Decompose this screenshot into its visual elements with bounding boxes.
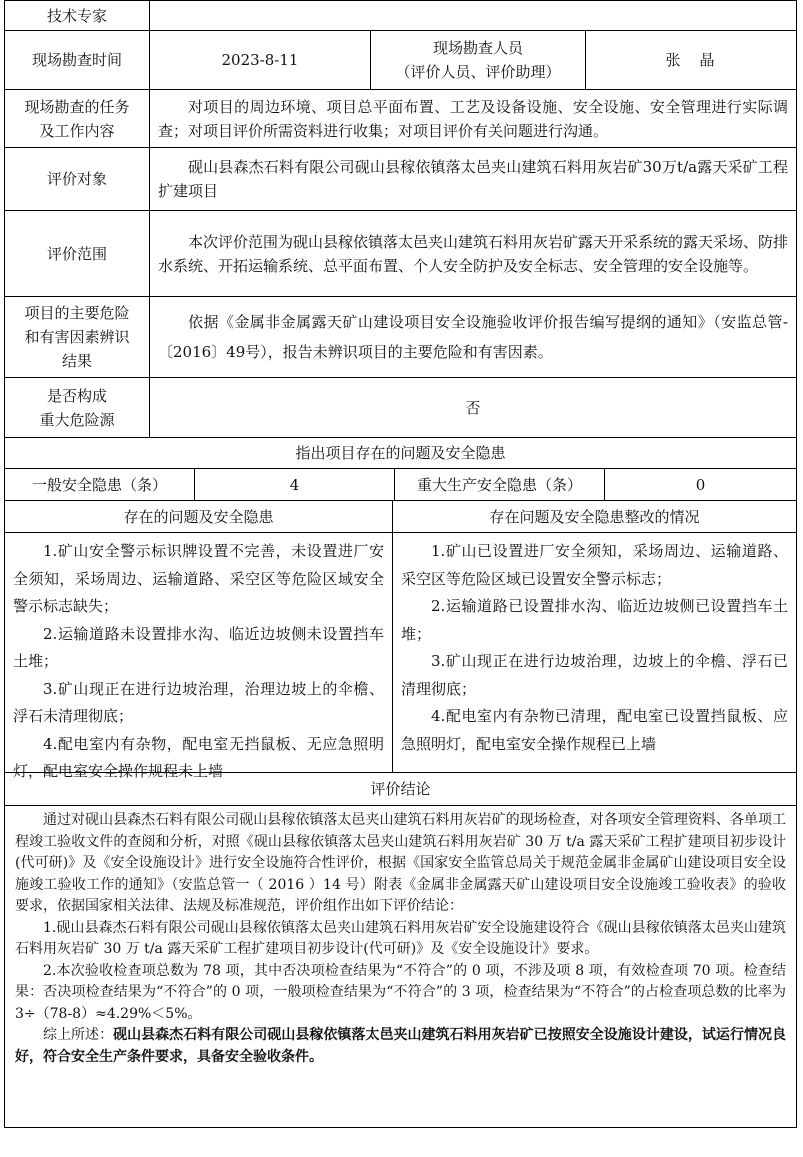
row-major-hazard <box>4 378 797 438</box>
conclusion-summary-prefix: 综上所述： <box>43 1027 114 1043</box>
row-expert <box>4 0 797 31</box>
conclusion-summary-statement: 砚山县森杰石料有限公司砚山县稼依镇落太邑夹山建筑石料用灰岩矿已按照安全设施设计建设，试运行情况良好，符合安全生产条件要求，具备安全验收条件。 <box>15 1027 787 1065</box>
issues-col-right: 存在问题及安全隐患整改的情况 <box>489 507 700 526</box>
survey-staff-label-line1: 现场勘查人员 <box>432 39 523 57</box>
object-label: 评价对象 <box>5 148 150 210</box>
row-issues-header <box>4 438 797 469</box>
issue-left-4: 4.配电室内有杂物，配电室无挡鼠板、无应急照明灯，配电室安全操作规程未上墙 <box>13 734 384 780</box>
task-value: 对项目的周边环境、项目总平面布置、工艺及设备设施、安全设施、安全管理进行实际调查；对项目评价所需资料进行收集；对项目评价有关问题进行沟通。 <box>158 97 788 140</box>
evaluation-form <box>4 0 799 1127</box>
task-label <box>5 90 150 147</box>
task-label-line2: 及工作内容 <box>39 121 115 140</box>
conclusion-paragraph-3: 2.本次验收检查项总数为 78 项，其中否决项检查结果为“不符合”的 0 项，不涉及项 8 项，有效检查项 70 项。检查结果：否决项检查结果为“不符合”的 0 项，一般项检查结果为“不符合”的 3 项，检查结果为“不符合”的占检查项总数的比率为 3÷（78-8）≈4.29%＜5%。 <box>15 962 786 1022</box>
survey-staff-value: 张 晶 <box>665 51 717 69</box>
row-survey <box>4 31 797 90</box>
survey-time-value: 2023-8-11 <box>150 31 371 89</box>
issue-left-2: 2.运输道路未设置排水沟、临近边坡侧未设置挡车土堆； <box>13 624 384 670</box>
major-label <box>5 378 150 437</box>
general-count-value: 4 <box>195 469 395 500</box>
conclusion-paragraph-4 <box>15 1025 786 1068</box>
issue-right-1: 1.矿山已设置进厂安全须知，采场周边、运输道路、采空区等危险区域已设置安全警示标志； <box>401 542 788 588</box>
issue-left-3: 3.矿山现正在进行边坡治理，治理边坡上的伞檐、浮石未清理彻底； <box>13 679 384 725</box>
row-object <box>4 148 797 211</box>
major-value: 否 <box>465 398 481 417</box>
row-issues-columns <box>4 501 797 533</box>
major-label-line2: 重大危险源 <box>39 410 115 429</box>
expert-value <box>150 1 796 30</box>
survey-staff-label-line2: （评价人员、评价助理） <box>395 63 561 81</box>
hazard-label-line3: 结果 <box>61 352 92 370</box>
general-count-label: 一般安全隐患（条） <box>5 469 195 500</box>
major-label-line1: 是否构成 <box>46 386 107 405</box>
scope-label: 评价范围 <box>5 211 150 296</box>
row-counts <box>4 469 797 501</box>
hazard-label-line1: 项目的主要危险 <box>24 304 130 322</box>
issue-left-1: 1.矿山安全警示标识牌设置不完善，未设置进厂安全须知，采场周边、运输道路、采空区等危险区域安全警示标志缺失； <box>13 542 384 615</box>
row-issues-content <box>4 533 797 780</box>
row-task <box>4 90 797 148</box>
task-label-line1: 现场勘查的任务 <box>24 97 130 116</box>
issues-col-left: 存在的问题及安全隐患 <box>5 501 393 532</box>
issue-right-3: 3.矿山现正在进行边坡治理，边坡上的伞檐、浮石已清理彻底； <box>401 652 788 698</box>
row-scope <box>4 211 797 297</box>
survey-time-label: 现场勘查时间 <box>5 31 150 89</box>
issues-right-list <box>393 533 796 772</box>
row-conclusion-body <box>4 806 797 1128</box>
object-value: 砚山县森杰石料有限公司砚山县稼依镇落太邑夹山建筑石料用灰岩矿30万t/a露天采矿工程扩建项目 <box>158 158 788 200</box>
survey-staff-label <box>371 31 586 89</box>
issue-right-4: 4.配电室内有杂物已清理，配电室已设置挡鼠板、应急照明灯，配电室安全操作规程已上墙 <box>401 707 788 753</box>
issues-left-list <box>5 533 393 780</box>
issue-right-2: 2.运输道路已设置排水沟、临近边坡侧已设置挡车土堆； <box>401 597 788 643</box>
hazard-label <box>5 297 150 377</box>
row-hazard <box>4 297 797 378</box>
major-count-value: 0 <box>695 475 706 494</box>
expert-label: 技术专家 <box>5 1 150 30</box>
conclusion-header: 评价结论 <box>370 780 431 798</box>
conclusion-paragraph-1: 通过对砚山县森杰石料有限公司砚山县稼依镇落太邑夹山建筑石料用灰岩矿的现场检查，对各项安全管理资料、各单项工程竣工验收文件的查阅和分析，对照《砚山县稼依镇落太邑夹山建筑石料用灰岩矿 30 万 t/a 露天采矿工程扩建项目初步设计(代可研)》及《安全设施设计》进行安全设施符合性评价，根据《国家安全监管总局关于规范金属非金属矿山建设项目安全设施竣工验收工作的通知》（安监总管一（ 2016 ）14 号）附表《金属非金属露天矿山建设项目安全设施竣工验收表》的验收要求，依据国家相关法律、法规及标准规范，评价组作出如下评价结论： <box>15 812 786 914</box>
hazard-label-line2: 和有害因素辨识 <box>24 328 130 346</box>
major-count-label: 重大生产安全隐患（条） <box>395 469 605 500</box>
conclusion-paragraph-2: 1.砚山县森杰石料有限公司砚山县稼依镇落太邑夹山建筑石料用灰岩矿安全设施建设符合《砚山县稼依镇落太邑夹山建筑石料用灰岩矿 30 万 t/a 露天采矿工程扩建项目初步设计(代可研)》及《安全设施设计》要求。 <box>15 919 786 957</box>
scope-value: 本次评价范围为砚山县稼依镇落太邑夹山建筑石料用灰岩矿露天开采系统的露天采场、防排水系统、开拓运输系统、总平面布置、个人安全防护及安全标志、安全管理的安全设施等。 <box>158 232 789 275</box>
row-conclusion-header <box>4 773 797 806</box>
conclusion-body <box>5 806 796 1068</box>
hazard-value: 依据《金属非金属露天矿山建设项目安全设施验收评价报告编写提纲的通知》（安监总管-〔2016〕49号），报告未辨识项目的主要危险和有害因素。 <box>158 313 788 361</box>
issues-header: 指出项目存在的问题及安全隐患 <box>295 444 506 462</box>
